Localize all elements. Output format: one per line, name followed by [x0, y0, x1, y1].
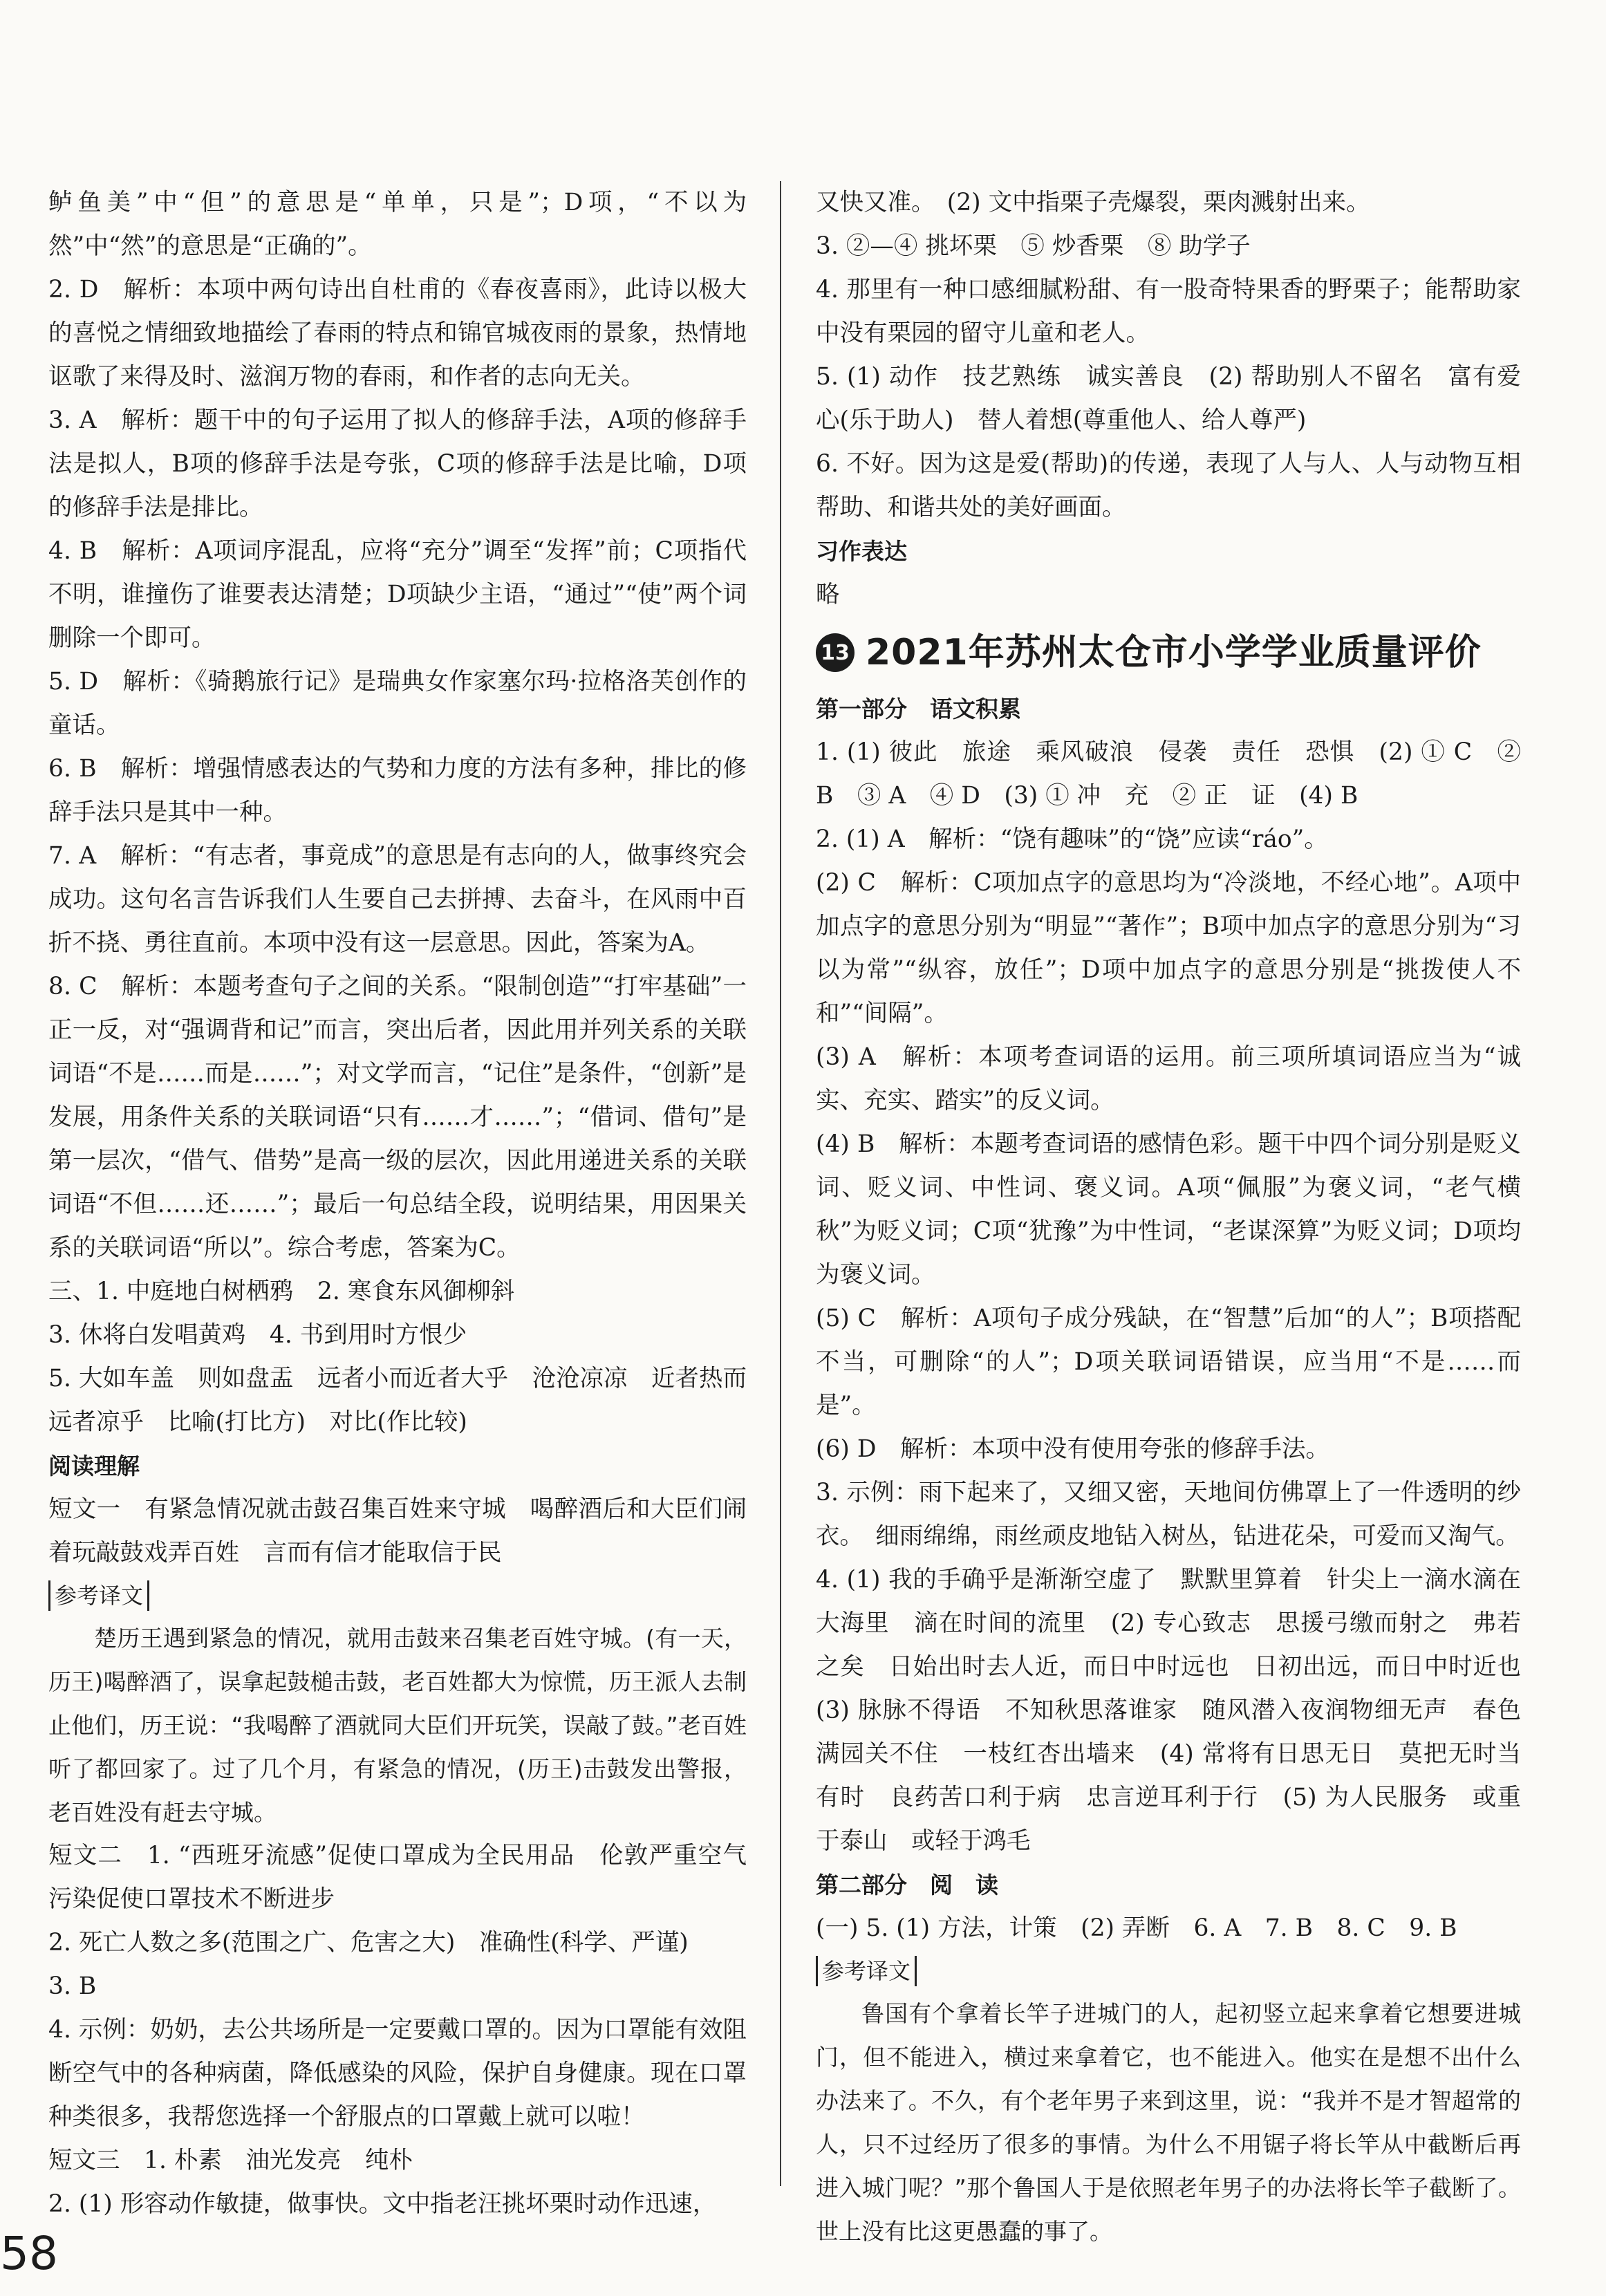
- answer-item: 3. 示例：雨下起来了，又细又密，天地间仿佛罩上了一件透明的纱衣。 细雨绵绵，雨丝顽皮地钻入树丛，钻进花朵，可爱而又淘气。: [816, 1479, 1521, 1550]
- column-divider: [780, 181, 781, 2186]
- number-badge: 13: [816, 633, 855, 672]
- exam-title: 2021年苏州太仓市小学学业质量评价: [866, 632, 1482, 673]
- translation-text: 鲁国有个拿着长竿子进城门的人，起初竖立起来拿着它想要进城门，但不能进入，横过来拿着它，也不能进入。他实在是想不出什么办法来了。不久，有个老年男子来到这里，说：“我并不是才智超常的人，只不过经历了很多的事情。为什么不用锯子将长竿从中截断后再进入城门呢？”那个鲁国人于是依照老年男子的办法将长竿子截断了。世上没有比这更愚蠢的事了。: [816, 2000, 1521, 2245]
- answer-text: 鲈鱼美”中“但”的意思是“单单，只是”；D项，“不以为然”中“然”的意思是“正确的”。: [48, 189, 747, 260]
- answer-item: 5. 大如车盖 则如盘盂 远者小而近者大乎 沧沧凉凉 近者热而远者凉乎 比喻(打比方) 对比(作比较): [48, 1365, 747, 1436]
- answer-item: 短文三 1. 朴素 油光发亮 纯朴: [48, 2147, 413, 2174]
- page-number: 58: [0, 2227, 58, 2280]
- answer-item: 3. B: [48, 1972, 97, 2000]
- section-heading-writing: 习作表达: [816, 538, 907, 565]
- answer-item: 6. B 解析：增强情感表达的气势和力度的方法有多种，排比的修辞手法只是其中一种。: [48, 755, 747, 826]
- left-column: [48, 181, 747, 2226]
- translation-label: 参考译文: [48, 1580, 149, 1611]
- answer-item: (一) 5. (1) 方法，计策 (2) 弄断 6. A 7. B 8. C 9. B: [816, 1914, 1457, 1942]
- answer-item: (5) C 解析：A项句子成分残缺，在“智慧”后加“的人”；B项搭配不当，可删除“的人”；D项关联词语错误，应当用“不是……而是”。: [816, 1305, 1521, 1419]
- translation-label: 参考译文: [816, 1956, 917, 1986]
- answer-item: (4) B 解析：本题考查词语的感情色彩。题干中四个词分别是贬义词、贬义词、中性词、褒义词。A项“佩服”为褒义词，“老气横秋”为贬义词；C项“犹豫”为中性词，“老谋深算”为贬义词；D项均为褒义词。: [816, 1130, 1521, 1289]
- answer-item: 2. (1) 形容动作敏捷，做事快。文中指老汪挑坏栗时动作迅速，: [48, 2190, 717, 2218]
- answer-item: 1. (1) 彼此 旅途 乘风破浪 侵袭 责任 恐惧 (2) ① C ② B ③ A ④ D (3) ① 冲 充 ② 正 证 (4) B: [816, 738, 1529, 810]
- section-heading-part1: 第一部分 语文积累: [816, 696, 1021, 722]
- answer-item: 7. A 解析：“有志者，事竟成”的意思是有志向的人，做事终究会成功。这句名言告诉我们人生要自己去拼搏、去奋斗，在风雨中百折不挠、勇往直前。本项中没有这一层意思。因此，答案为A。: [48, 842, 747, 957]
- answer-item: 3. A 解析：题干中的句子运用了拟人的修辞手法，A项的修辞手法是拟人，B项的修辞手法是夸张，C项的修辞手法是比喻，D项的修辞手法是排比。: [48, 407, 747, 521]
- answer-item: 3. 休将白发唱黄鸡 4. 书到用时方恨少: [48, 1321, 467, 1349]
- answer-item: 2. (1) A 解析：“饶有趣味”的“饶”应读“ráo”。: [816, 825, 1328, 853]
- answer-item: 3. ②—④ 挑坏栗 ⑤ 炒香栗 ⑧ 助学子: [816, 232, 1251, 260]
- right-column: [816, 181, 1545, 2253]
- answer-item: 4. B 解析：A项词序混乱，应将“充分”调至“发挥”前；C项指代不明，谁撞伤了谁要表达清楚；D项缺少主语，“通过”“使”两个词删除一个即可。: [48, 537, 747, 652]
- answer-item: 5. (1) 动作 技艺熟练 诚实善良 (2) 帮助别人不留名 富有爱心(乐于助人) 替人着想(尊重他人、给人尊严): [816, 363, 1521, 434]
- answer-item: 短文二 1. “西班牙流感”促使口罩成为全民用品 伦敦严重空气污染促使口罩技术不断进步: [48, 1842, 747, 1913]
- answer-item: (6) D 解析：本项中没有使用夸张的修辞手法。: [816, 1435, 1329, 1463]
- answer-item: 6. 不好。因为这是爱(帮助)的传递，表现了人与人、人与动物互相帮助、和谐共处的美好画面。: [816, 450, 1521, 521]
- section-heading-reading: 阅读理解: [48, 1453, 140, 1480]
- answer-item: 8. C 解析：本题考查句子之间的关系。“限制创造”“打牢基础”一正一反，对“强调背和记”而言，突出后者，因此用并列关系的关联词语“不是……而是……”；对文学而言，“记住”是条件，“创新”是发展，用条件关系的关联词语“只有……才……”；“借词、借句”是第一层次，“借气、借势”是高一级的层次，因此用递进关系的关联词语“不但……还……”；最后一句总结全段，说明结果，用因果关系的关联词语“所以”。综合考虑，答案为C。: [48, 973, 747, 1262]
- answer-item: (2) C 解析：C项加点字的意思均为“冷淡地，不经心地”。A项中加点字的意思分别为“明显”“著作”；B项中加点字的意思分别为“习以为常”“纵容，放任”；D项中加点字的意思分别是“挑拨使人不和”“间隔”。: [816, 869, 1521, 1027]
- answer-item: (3) A 解析：本项考查词语的运用。前三项所填词语应当为“诚实、充实、踏实”的反义词。: [816, 1043, 1521, 1114]
- translation-text: 楚历王遇到紧急的情况，就用击鼓来召集老百姓守城。(有一天，历王)喝醉酒了，误拿起鼓槌击鼓，老百姓都大为惊慌，历王派人去制止他们，历王说：“我喝醉了酒就同大臣们开玩笑，误敲了鼓。”老百姓听了都回家了。过了几个月，有紧急的情况，(历王)击鼓发出警报，老百姓没有赶去守城。: [48, 1625, 747, 1826]
- answer-item: 4. (1) 我的手确乎是渐渐空虚了 默默里算着 针尖上一滴水滴在大海里 滴在时间的流里 (2) 专心致志 思援弓缴而射之 弗若之矣 日始出时去人近，而日中时远也 日初出远，而日中时近也 (3) 脉脉不得语 不知秋思落谁家 随风潜入夜润物细无声 春色满园关不住 一枝红杏出墙来 (4) 常将有日思无日 莫把无时当有时 良药苦口利于病 忠言逆耳利于行 (5) 为人民服务 或重于泰山 或轻于鸿毛: [816, 1566, 1545, 1855]
- answer-item: 三、1. 中庭地白树栖鸦 2. 寒食东风御柳斜: [48, 1278, 515, 1305]
- answer-item: 5. D 解析：《骑鹅旅行记》是瑞典女作家塞尔玛·拉格洛芙创作的童话。: [48, 668, 747, 739]
- answer-item: 2. 死亡人数之多(范围之广、危害之大) 准确性(科学、严谨): [48, 1929, 689, 1957]
- answer-item: 2. D 解析：本项中两句诗出自杜甫的《春夜喜雨》，此诗以极大的喜悦之情细致地描绘了春雨的特点和锦官城夜雨的景象，热情地讴歌了来得及时、滋润万物的春雨，和作者的志向无关。: [48, 276, 747, 391]
- exam-title-row: [816, 625, 1521, 680]
- answer-item: 4. 那里有一种口感细腻粉甜、有一股奇特果香的野栗子；能帮助家中没有栗园的留守儿童和老人。: [816, 276, 1521, 347]
- answer-item: 短文一 有紧急情况就击鼓召集百姓来守城 喝醉酒后和大臣们闹着玩敲鼓戏弄百姓 言而有信才能取信于民: [48, 1495, 747, 1567]
- answer-item: 略: [816, 581, 840, 608]
- answer-item: 4. 示例：奶奶，去公共场所是一定要戴口罩的。因为口罩能有效阻断空气中的各种病菌，降低感染的风险，保护自身健康。现在口罩种类很多，我帮您选择一个舒服点的口罩戴上就可以啦！: [48, 2016, 747, 2131]
- section-heading-part2: 第二部分 阅 读: [816, 1872, 998, 1898]
- answer-text: 又快又准。 (2) 文中指栗子壳爆裂，栗肉溅射出来。: [816, 189, 1370, 216]
